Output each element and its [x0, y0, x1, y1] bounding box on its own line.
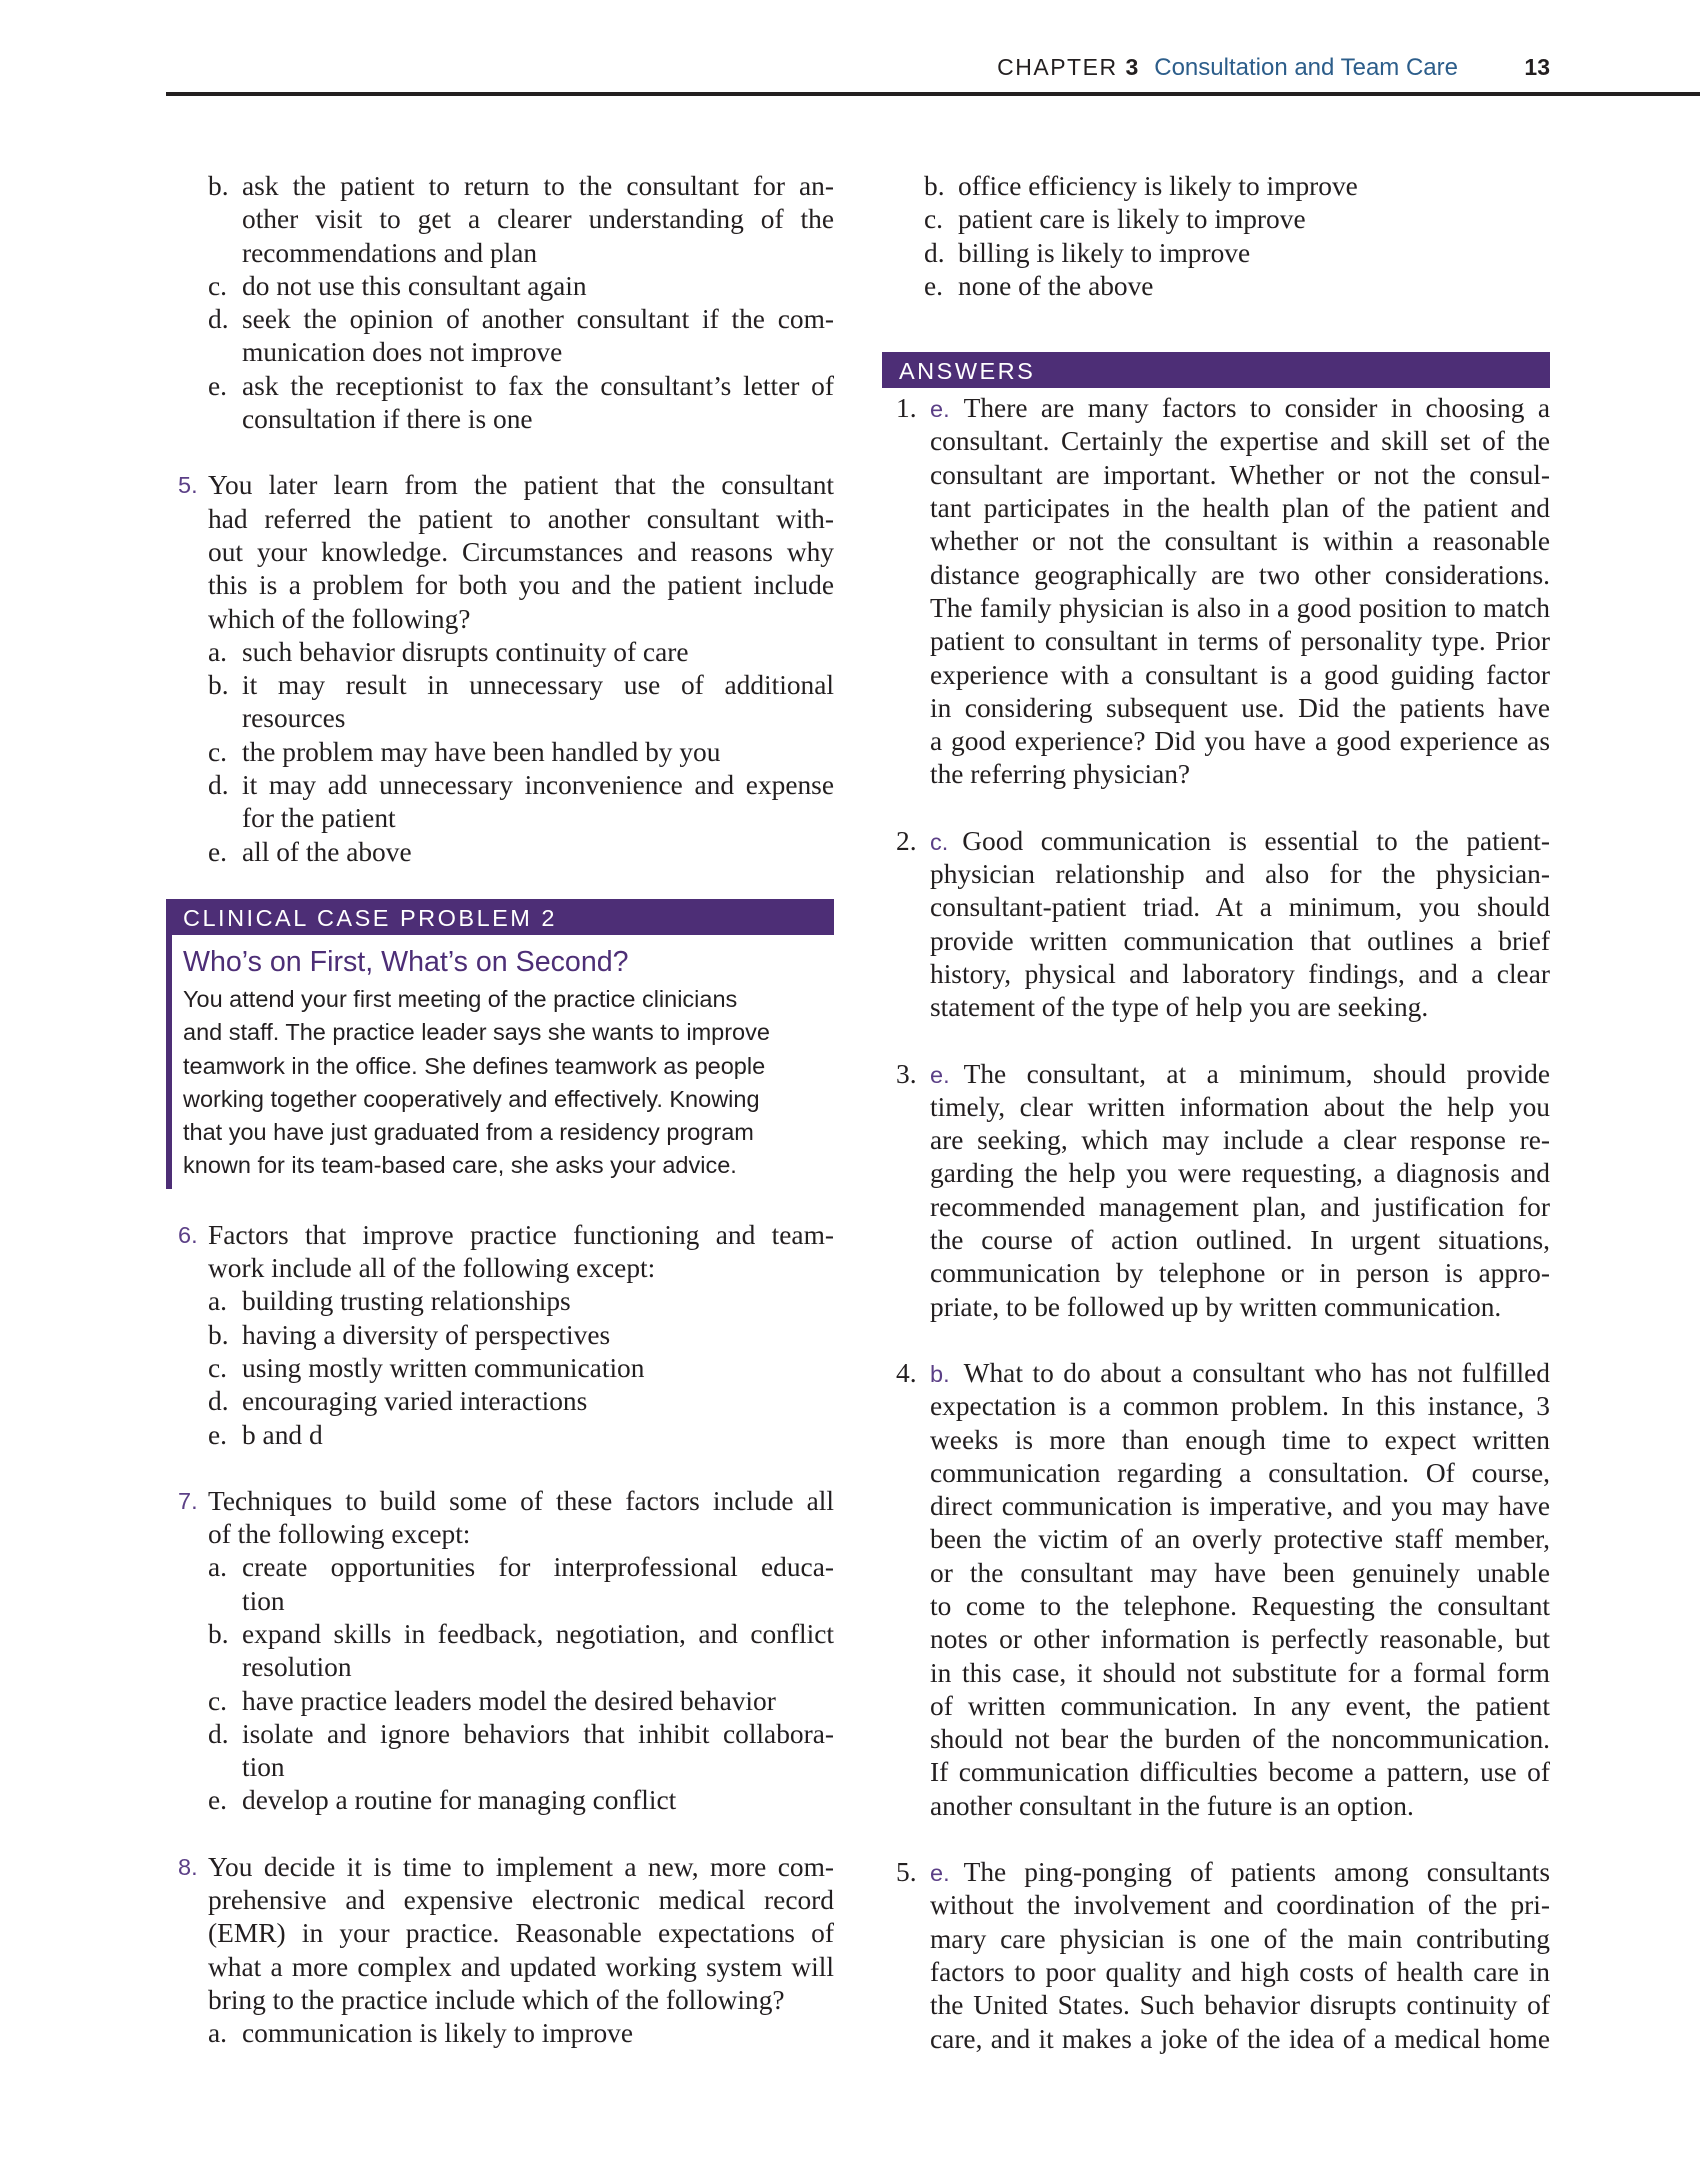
chapter-heading — [997, 54, 1458, 82]
question-number: 5. — [178, 472, 198, 499]
case-text-line: working together cooperatively and effectively. Knowing — [183, 1085, 760, 1112]
option-letter: c. — [208, 1352, 228, 1383]
answer-key: e. — [930, 1860, 950, 1887]
option-c — [166, 1685, 834, 1718]
text-line: whether or not the consultant is within a reasonable — [930, 526, 1550, 557]
text-line: communication is likely to improve — [242, 2018, 634, 2049]
text-line: a good experience? Did you have a good experience as — [930, 726, 1550, 757]
text-line: munication does not improve — [242, 337, 563, 368]
option-d — [166, 1385, 834, 1418]
option-c — [882, 203, 1550, 236]
case-heading: CLINICAL CASE PROBLEM 2 — [166, 899, 834, 935]
option-letter: a. — [208, 2018, 228, 2049]
chapter-title: Consultation and Team Care — [1154, 54, 1458, 81]
option-e — [166, 1419, 834, 1452]
option-letter: d. — [208, 1386, 229, 1417]
text-line: physician relationship and also for the physician- — [930, 859, 1550, 890]
text-line: of written communication. In any event, the patient — [930, 1690, 1550, 1721]
answer-number: 1. — [896, 393, 917, 424]
option-letter: a. — [208, 636, 228, 667]
question-number: 8. — [178, 1853, 198, 1880]
question-number: 7. — [178, 1487, 198, 1514]
text-line: having a diversity of perspectives — [242, 1319, 611, 1350]
text-line: it may result in unnecessary use of additional — [242, 670, 834, 701]
question-5 — [166, 469, 834, 869]
text-line: in this case, it should not substitute for a formal form — [930, 1657, 1550, 1688]
text-line: direct communication is imperative, and you may have — [930, 1491, 1550, 1522]
option-a — [166, 636, 834, 669]
option-a — [166, 1551, 834, 1618]
answer-key: e. — [930, 396, 950, 423]
text-line: garding the help you were requesting, a diagnosis and — [930, 1158, 1550, 1189]
answer-key: e. — [930, 1061, 950, 1088]
text-line: (EMR) in your practice. Reasonable expectations of — [208, 1918, 834, 1949]
text-line: You decide it is time to implement a new, more com- — [208, 1851, 834, 1882]
option-b — [882, 170, 1550, 203]
option-b — [166, 1319, 834, 1352]
text-line: prehensive and expensive electronic medical record — [208, 1885, 834, 1916]
text-line: create opportunities for interprofessional educa- — [242, 1552, 834, 1583]
question-7 — [166, 1485, 834, 1818]
text-line: isolate and ignore behaviors that inhibit collabora- — [242, 1718, 834, 1749]
text-line: resources — [242, 703, 346, 734]
text-line: been the victim of an overly protective staff member, — [930, 1524, 1550, 1555]
text-line: the course of action outlined. In urgent situations, — [930, 1225, 1550, 1256]
option-e — [166, 1784, 834, 1817]
text-line: encouraging varied interactions — [242, 1386, 588, 1417]
text-line: the referring physician? — [930, 759, 1191, 790]
text-line: or the consultant may have been genuinely unable — [930, 1557, 1550, 1588]
case-text-line: known for its team-based care, she asks your advice. — [183, 1152, 737, 1179]
text-line: do not use this consultant again — [242, 270, 587, 301]
text-line: out your knowledge. Circumstances and reasons why — [208, 536, 834, 567]
option-letter: b. — [208, 1618, 229, 1649]
text-line: timely, clear written information about the help you — [930, 1091, 1550, 1122]
option-a — [166, 1285, 834, 1318]
answer-key: c. — [930, 828, 949, 855]
option-letter: b. — [208, 670, 229, 701]
option-letter: c. — [924, 204, 944, 235]
text-line: resolution — [242, 1652, 352, 1683]
text-line: history, physical and laboratory findings, and a clear — [930, 958, 1550, 989]
text-line: all of the above — [242, 836, 412, 867]
answer-number: 5. — [896, 1857, 917, 1888]
option-d — [166, 769, 834, 836]
option-letter: b. — [924, 171, 945, 201]
text-line: office efficiency is likely to improve — [958, 171, 1358, 201]
option-d — [166, 1718, 834, 1785]
text-line: billing is likely to improve — [958, 237, 1251, 268]
text-line: it may add unnecessary inconvenience and expense — [242, 770, 834, 801]
option-e — [166, 836, 834, 869]
text-line: statement of the type of help you are seeking. — [930, 992, 1429, 1023]
text-line: none of the above — [958, 270, 1154, 301]
option-b — [166, 170, 834, 270]
text-line: what a more complex and updated working system will — [208, 1951, 834, 1982]
text-line: ask the receptionist to fax the consultant’s letter of — [242, 370, 834, 401]
question-6 — [166, 1219, 834, 1452]
text-line: such behavior disrupts continuity of care — [242, 636, 689, 667]
option-letter: b. — [208, 171, 229, 201]
answer-5 — [882, 1856, 1550, 2056]
text-line: have practice leaders model the desired behavior — [242, 1685, 776, 1716]
text-line: which of the following? — [208, 603, 471, 634]
left-column — [166, 170, 834, 2051]
text-line: the United States. Such behavior disrupts continuity of — [930, 1990, 1550, 2021]
option-letter: e. — [208, 370, 228, 401]
text-line: should not bear the burden of the noncommunication. — [930, 1724, 1550, 1755]
answer-number: 3. — [896, 1058, 917, 1089]
case-text-line: teamwork in the office. She defines teamwork as people — [183, 1052, 766, 1079]
option-letter: e. — [924, 270, 944, 301]
text-line: had referred the patient to another consultant with- — [208, 503, 834, 534]
text-line: distance geographically are two other considerations. — [930, 559, 1550, 590]
answer-1 — [882, 392, 1550, 792]
option-d — [882, 237, 1550, 270]
text-line: recommendations and plan — [242, 237, 538, 268]
answer-3 — [882, 1058, 1550, 1324]
q4-options — [166, 170, 834, 436]
text-line: without the involvement and coordination of the pri- — [930, 1890, 1550, 1921]
option-d — [166, 303, 834, 370]
text-line: communication by telephone or in person is appro- — [930, 1258, 1550, 1289]
option-letter: c. — [208, 270, 228, 301]
text-line: tant participates in the health plan of the patient and — [930, 493, 1550, 524]
text-line: in considering subsequent use. Did the patients have — [930, 692, 1550, 723]
text-line: mary care physician is one of the main contributing — [930, 1923, 1550, 1954]
page-number: 13 — [1524, 54, 1550, 80]
case-text-line: and staff. The practice leader says she wants to improve — [183, 1019, 770, 1046]
text-line: develop a routine for managing conflict — [242, 1785, 677, 1816]
case-text-line: that you have just graduated from a residency program — [183, 1119, 754, 1146]
case-subtitle: Who’s on First, What’s on Second? — [183, 945, 629, 978]
text-line: using mostly written communication — [242, 1352, 645, 1383]
option-letter: e. — [208, 1419, 228, 1450]
text-line: priate, to be followed up by written communication. — [930, 1291, 1502, 1322]
text-line: b and d — [242, 1419, 323, 1450]
text-line: building trusting relationships — [242, 1286, 571, 1317]
text-line: seek the opinion of another consultant if the com- — [242, 304, 834, 335]
text-line: to come to the telephone. Requesting the consultant — [930, 1590, 1550, 1621]
text-line: are seeking, which may include a clear response re- — [930, 1125, 1550, 1156]
option-e — [882, 270, 1550, 303]
option-b — [166, 669, 834, 736]
text-line: The ping-ponging of patients among consultants — [963, 1857, 1550, 1888]
text-line: expectation is a common problem. In this instance, 3 — [930, 1391, 1550, 1422]
text-line: Good communication is essential to the patient- — [962, 825, 1550, 856]
option-letter: a. — [208, 1552, 228, 1583]
text-line: work include all of the following except: — [208, 1253, 656, 1284]
question-8 — [166, 1851, 834, 2051]
answer-4 — [882, 1357, 1550, 1823]
text-line: You later learn from the patient that the consultant — [208, 470, 834, 501]
option-letter: e. — [208, 836, 228, 867]
case-text-line: You attend your first meeting of the practice clinicians — [183, 985, 738, 1012]
text-line: expand skills in feedback, negotiation, and conflict — [242, 1618, 834, 1649]
text-line: another consultant in the future is an option. — [930, 1790, 1414, 1821]
text-line: tion — [242, 1752, 285, 1783]
text-line: for the patient — [242, 803, 396, 834]
option-e — [166, 370, 834, 437]
text-line: the problem may have been handled by you — [242, 736, 721, 767]
text-line: consultation if there is one — [242, 404, 533, 435]
text-line: this is a problem for both you and the patient include — [208, 570, 834, 601]
chapter-number: 3 — [1125, 54, 1139, 80]
text-line: communication regarding a consultation. Of course, — [930, 1457, 1550, 1488]
clinical-case-box — [166, 899, 834, 1189]
text-line: consultant. Certainly the expertise and skill set of the — [930, 426, 1550, 457]
text-line: recommended management plan, and justification for — [930, 1191, 1550, 1222]
q8-options-continued — [882, 170, 1550, 303]
answer-number: 2. — [896, 825, 917, 856]
text-line: consultant-patient triad. At a minimum, you should — [930, 892, 1550, 923]
text-line: What to do about a consultant who has not fulfilled — [963, 1357, 1550, 1388]
option-letter: d. — [208, 304, 229, 335]
text-line: There are many factors to consider in choosing a — [963, 393, 1550, 424]
chapter-word: CHAPTER — [997, 54, 1118, 80]
text-line: consultant are important. Whether or not the consul- — [930, 459, 1550, 490]
answer-number: 4. — [896, 1357, 917, 1388]
text-line: weeks is more than enough time to expect written — [930, 1424, 1550, 1455]
text-line: The consultant, at a minimum, should provide — [963, 1058, 1550, 1089]
option-c — [166, 736, 834, 769]
text-line: Factors that improve practice functioning and team- — [208, 1219, 834, 1250]
question-number: 6. — [178, 1221, 198, 1248]
text-line: The family physician is also in a good position to match — [930, 592, 1550, 623]
text-line: tion — [242, 1585, 285, 1616]
running-header — [166, 48, 1700, 96]
answer-2 — [882, 825, 1550, 1025]
option-letter: e. — [208, 1785, 228, 1816]
text-line: Techniques to build some of these factors include all — [208, 1485, 834, 1516]
option-letter: d. — [208, 1718, 229, 1749]
option-letter: b. — [208, 1319, 229, 1350]
text-line: provide written communication that outlines a brief — [930, 925, 1550, 956]
text-line: notes or other information is perfectly reasonable, but — [930, 1624, 1550, 1655]
text-line: patient to consultant in terms of personality type. Prior — [930, 626, 1550, 657]
text-line: of the following except: — [208, 1519, 471, 1550]
option-letter: d. — [208, 770, 229, 801]
option-c — [166, 1352, 834, 1385]
text-line: ask the patient to return to the consultant for an- — [242, 171, 834, 201]
answers-heading: ANSWERS — [882, 352, 1550, 388]
option-letter: a. — [208, 1286, 228, 1317]
text-line: bring to the practice include which of the following? — [208, 1984, 785, 2015]
text-line: patient care is likely to improve — [958, 204, 1306, 235]
option-letter: d. — [924, 237, 945, 268]
answer-key: b. — [930, 1360, 950, 1387]
option-letter: c. — [208, 736, 228, 767]
option-a — [166, 2017, 834, 2050]
text-line: If communication difficulties become a pattern, use of — [930, 1757, 1550, 1788]
header-rule — [166, 92, 1700, 96]
option-c — [166, 270, 834, 303]
right-column — [882, 170, 1550, 2056]
text-line: other visit to get a clearer understanding of the — [242, 204, 834, 235]
text-line: factors to poor quality and high costs of health care in — [930, 1956, 1550, 1987]
option-b — [166, 1618, 834, 1685]
option-letter: c. — [208, 1685, 228, 1716]
text-line: experience with a consultant is a good guiding factor — [930, 659, 1550, 690]
text-line: care, and it makes a joke of the idea of a medical home — [930, 2023, 1550, 2054]
